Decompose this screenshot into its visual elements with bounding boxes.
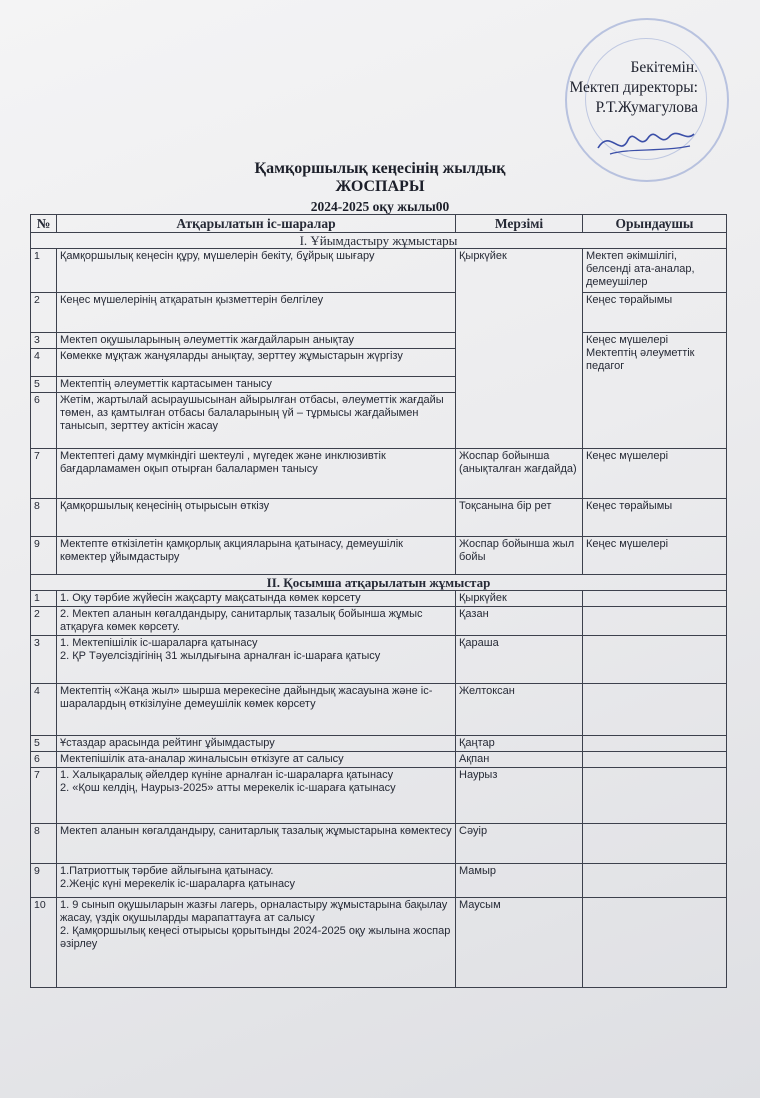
row-executor: Кеңес мүшелері [583,449,727,499]
table-row [31,293,727,333]
row-num: 7 [31,768,57,824]
table-row [31,636,727,684]
row-activity: Мектептің әлеуметтік картасымен танысу [57,377,456,393]
row-executor-empty [583,684,727,736]
row-activity: Мектеп оқушыларының әлеуметтік жағдайларын анықтау [57,333,456,349]
row-activity: Қамқоршылық кеңесінің отырысын өткізу [57,499,456,537]
row-activity: Мектептің «Жаңа жыл» шырша мерекесіне дайындық жасауына және іс-шаралардың өткізілуіне демеушілік көмек көрсету [57,684,456,736]
row-num: 8 [31,499,57,537]
row-executor-empty [583,898,727,988]
row-term: Қазан [456,607,583,636]
row-executor-empty [583,864,727,898]
row-executor-empty [583,752,727,768]
section-2-title: II. Қосымша атқарылатын жұмыстар [31,575,727,591]
row-num: 5 [31,377,57,393]
row-num: 1 [31,591,57,607]
row-num: 6 [31,393,57,449]
row-activity: Мектеп аланын көгалдандыру, санитарлық тазалық жұмыстарына көмектесу [57,824,456,864]
section-1-title: I. Ұйымдастыру жұмыстары [31,233,727,249]
row-activity: Мектепте өткізілетін қамқорлық акцияларына қатынасу, демеушілік көмектер ұйымдастыру [57,537,456,575]
row-num: 9 [31,864,57,898]
row-num: 10 [31,898,57,988]
table-row [31,824,727,864]
row-term: Ақпан [456,752,583,768]
table-row [31,591,727,607]
row-executor: Кеңес төрайымы [583,293,727,333]
table-row [31,736,727,752]
row-term: Қыркүйек [456,591,583,607]
row-term: Жоспар бойынша (анықталған жағдайда) [456,449,583,499]
row-num: 2 [31,607,57,636]
row-activity: 1.Патриоттық тәрбие айлығына қатынасу. 2.Жеңіс күні мерекелік іс-шараларға қатынасу [57,864,456,898]
table-row [31,607,727,636]
row-term: Желтоксан [456,684,583,736]
row-term: Сәуір [456,824,583,864]
table-header-row [31,215,727,233]
row-term: Маусым [456,898,583,988]
row-executor-empty [583,636,727,684]
section-2-row [31,575,727,591]
table-row [31,752,727,768]
row-num: 1 [31,249,57,293]
row-activity: 1. Оқу тәрбие жүйесін жақсарту мақсатында көмек көрсету [57,591,456,607]
row-executor-empty [583,607,727,636]
row-activity: 1. Мектепішілік іс-шараларға қатынасу 2. ҚР Тәуелсіздігінің 31 жылдығына арналған іс-шараға қатысу [57,636,456,684]
header-executor: Орындаушы [583,215,727,233]
row-term: Жоспар бойынша жыл бойы [456,537,583,575]
row-num: 9 [31,537,57,575]
row-activity: Қамқоршылық кеңесін құру, мүшелерін бекіту, бұйрық шығару [57,249,456,293]
row-num: 6 [31,752,57,768]
row-executor: Мектеп әкімшілігі, белсенді ата-аналар, демеушілер [583,249,727,293]
row-term: Тоқсанына бір рет [456,499,583,537]
table-row [31,449,727,499]
row-num: 8 [31,824,57,864]
doc-title-line-1: Қамқоршылық кеңесінің жылдық [254,160,506,177]
table-row [31,537,727,575]
row-num: 3 [31,636,57,684]
table-row [31,333,727,349]
row-term: Қаңтар [456,736,583,752]
approval-line-1: Бекітемін. [630,59,698,76]
row-term: Қыркүйек [456,249,583,449]
row-activity: 1. 9 сынып оқушыларын жазғы лагерь, орналастыру жұмыстарына бақылау жасау, үздік оқушыларды марапаттауға ат салысу 2. Қамқоршылық кеңесі отырысы қорытынды 2024-2025 оқу жылына жоспар әзірлеу [57,898,456,988]
section-1-row [31,233,727,249]
row-executor: Кеңес мүшелері Мектептің әлеуметтік педагог [583,333,727,449]
table-row [31,684,727,736]
row-num: 4 [31,349,57,377]
row-activity: Көмекке мұқтаж жанұяларды анықтау, зерттеу жұмыстарын жүргізу [57,349,456,377]
row-num: 7 [31,449,57,499]
table-row [31,898,727,988]
row-activity: 1. Халықаралық әйелдер күніне арналған іс-шараларға қатынасу 2. «Қош келдің, Наурыз-2025» атты мерекелік іс-шараға қатынасу [57,768,456,824]
row-num: 4 [31,684,57,736]
header-num: № [31,215,57,233]
row-activity: Кеңес мүшелерінің атқаратын қызметтерін белгілеу [57,293,456,333]
doc-title-line-2: ЖОСПАРЫ [335,178,425,195]
row-term: Қараша [456,636,583,684]
row-num: 5 [31,736,57,752]
row-executor-empty [583,736,727,752]
doc-academic-year: 2024-2025 оқу жылы00 [310,199,450,214]
row-activity: Мектепішілік ата-аналар жиналысын өткізуге ат салысу [57,752,456,768]
row-term: Наурыз [456,768,583,824]
row-activity: 2. Мектеп аланын көгалдандыру, санитарлық тазалық бойынша жұмыс атқаруға көмек көрсету. [57,607,456,636]
table-row [31,499,727,537]
header-activity: Атқарылатын іс-шаралар [57,215,456,233]
approval-line-3: Р.Т.Жумагулова [595,99,698,116]
table-row [31,249,727,293]
row-executor-empty [583,591,727,607]
row-activity: Жетім, жартылай асыраушысынан айырылған отбасы, әлеуметтік жағдайы төмен, аз қамтылған отбасы балаларының үй – тұрмысы жағдайымен танысып, зерттеу актісін жасау [57,393,456,449]
approval-block [569,58,698,118]
plan-table [30,214,727,988]
row-executor: Кеңес мүшелері [583,537,727,575]
table-row [31,864,727,898]
row-activity: Мектептегі даму мүмкіндігі шектеулі , мүгедек және инклюзивтік бағдарламамен оқып отырған балалармен танысу [57,449,456,499]
row-term: Мамыр [456,864,583,898]
row-executor: Кеңес төрайымы [583,499,727,537]
header-term: Мерзімі [456,215,583,233]
row-executor-empty [583,824,727,864]
row-num: 2 [31,293,57,333]
approval-line-2: Мектеп директоры: [569,79,698,96]
row-num: 3 [31,333,57,349]
table-row [31,768,727,824]
row-executor-empty [583,768,727,824]
row-activity: Ұстаздар арасында рейтинг ұйымдастыру [57,736,456,752]
